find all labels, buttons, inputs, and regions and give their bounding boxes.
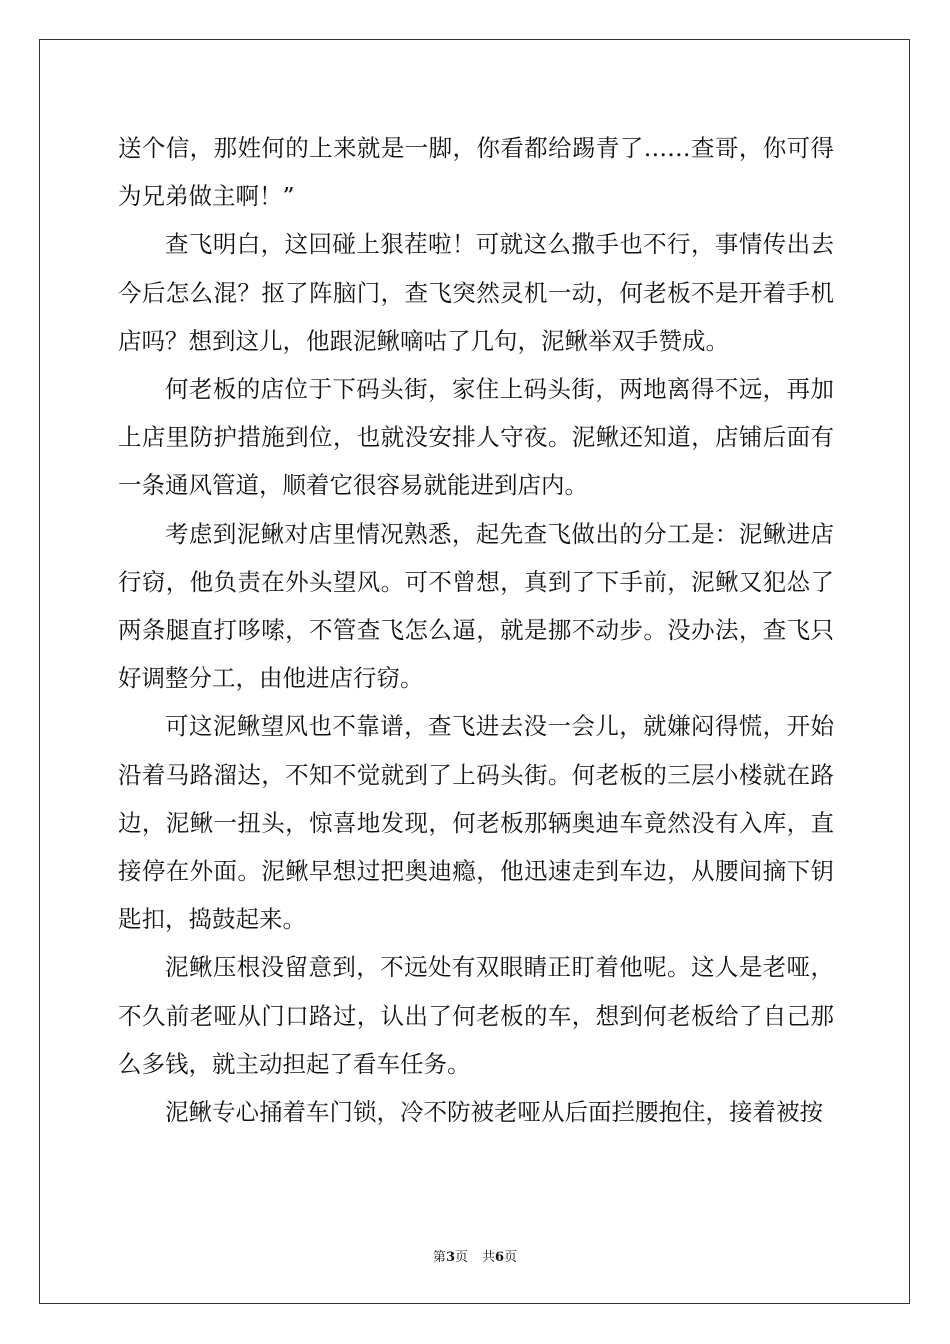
page-current: 3 — [445, 1250, 455, 1265]
page-total: 6 — [495, 1250, 505, 1265]
total-suffix: 页 — [504, 1250, 518, 1265]
paragraph-1: 送个信，那姓何的上来就是一脚，你看都给踢青了……查哥，你可得为兄弟做主啊！” — [118, 134, 834, 211]
paragraph-7: 泥鳅专心捅着车门锁，冷不防被老哑从后面拦腰抱住，接着被按 — [165, 1098, 823, 1127]
document-body — [118, 124, 834, 1136]
page-suffix: 页 — [454, 1250, 468, 1265]
paragraph-3: 何老板的店位于下码头街，家住上码头街，两地离得不远，再加上店里防护措施到位，也就没安排人守夜。泥鳅还知道，店铺后面有一条通风管道，顺着它很容易就能进到店内。 — [118, 375, 834, 500]
page-footer — [0, 1246, 950, 1265]
total-prefix: 共 — [482, 1250, 496, 1265]
paragraph-5: 可这泥鳅望风也不靠谱，查飞进去没一会儿，就嫌闷得慌，开始沿着马路溜达，不知不觉就到了上码头街。何老板的三层小楼就在路边，泥鳅一扭头，惊喜地发现，何老板那辆奥迪车竟然没有入库，直接停在外面。泥鳅早想过把奥迪瘾，他迅速走到车边，从腰间摘下钥匙扣，捣鼓起来。 — [118, 712, 834, 934]
paragraph-6: 泥鳅压根没留意到，不远处有双眼睛正盯着他呢。这人是老哑，不久前老哑从门口路过，认出了何老板的车，想到何老板给了自己那么多钱，就主动担起了看车任务。 — [118, 953, 834, 1078]
paragraph-2: 查飞明白，这回碰上狠茬啦！可就这么撒手也不行，事情传出去今后怎么混？抠了阵脑门，查飞突然灵机一动，何老板不是开着手机店吗？想到这儿，他跟泥鳅嘀咕了几句，泥鳅举双手赞成。 — [118, 230, 834, 355]
paragraph-4: 考虑到泥鳅对店里情况熟悉，起先查飞做出的分工是：泥鳅进店行窃，他负责在外头望风。可不曾想，真到了下手前，泥鳅又犯怂了两条腿直打哆嗦，不管查飞怎么逼，就是挪不动步。没办法，查飞只好调整分工，由他进店行窃。 — [118, 519, 834, 693]
page-prefix: 第 — [432, 1250, 446, 1265]
